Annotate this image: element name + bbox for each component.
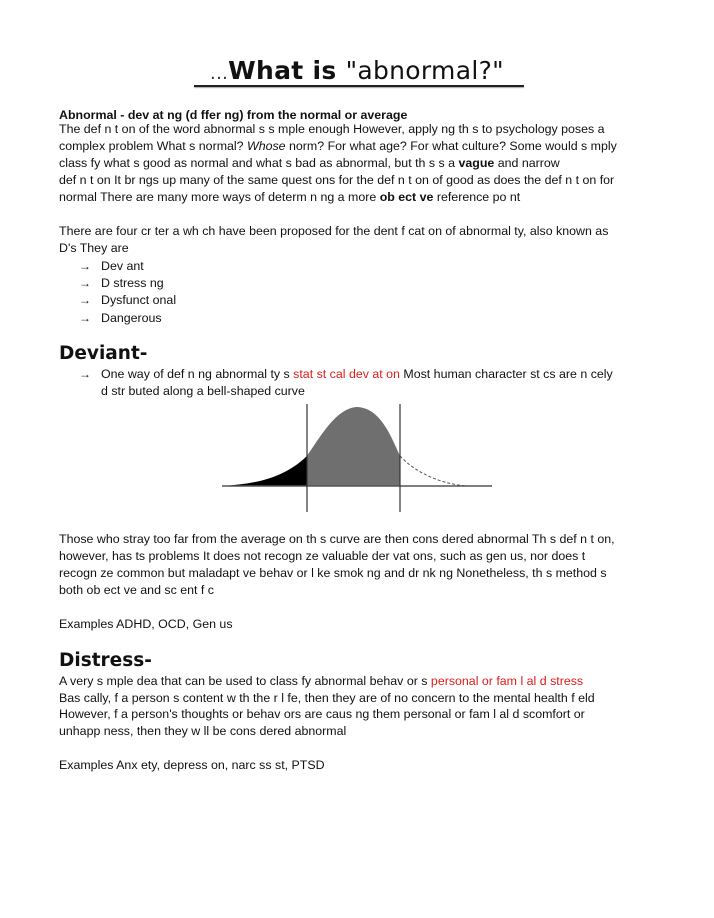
title-ellipsis: ...	[210, 63, 229, 84]
distress-examples: Examples Anx ety, depress on, narc ss st, PTSD	[59, 758, 325, 772]
deviant-bullet-line-2: d str buted along a bell-shaped curve	[101, 384, 305, 398]
intro-line-3	[59, 155, 659, 172]
page-title	[0, 56, 714, 85]
criteria-list-item	[79, 258, 144, 275]
intro-line-1: The def n t on of the word abnormal s s mple enough However, apply ng th s to psychology poses a	[59, 122, 605, 136]
deviant-bullet-b: Most human character st cs are n cely	[399, 367, 613, 381]
arrow-icon: →	[79, 276, 91, 290]
criteria-list-item	[79, 275, 164, 292]
criteria-label: D stress ng	[101, 276, 164, 290]
deviant-heading: Deviant-	[59, 343, 148, 364]
criteria-label: Dev ant	[101, 259, 144, 273]
arrow-icon: →	[79, 367, 91, 381]
distress-line-2: Bas cally, f a person s content w th the r l fe, then they are of no concern to the mental health f eld	[59, 691, 595, 705]
intro-line-3-a: class fy what s good as normal and what s bad as abnormal, but th s s a	[59, 156, 459, 170]
deviant-bullet	[79, 366, 613, 400]
intro-line-2-b: norm? For what age? For what culture? Some would s mply	[285, 139, 617, 153]
title-quoted: "abnormal?"	[345, 56, 504, 85]
distress-line-1-a: A very s mple dea that can be used to class fy abnormal behav or s	[59, 674, 431, 688]
intro-line-5	[59, 189, 659, 206]
intro-line-3-bold: vague	[458, 156, 495, 170]
deviant-line-4: both ob ect ve and sc ent f c	[59, 583, 214, 597]
criteria-list-item	[79, 310, 162, 327]
curve-center-area	[307, 407, 400, 486]
criteria-list-item	[79, 292, 176, 309]
deviant-bullet-red: stat st cal dev at on	[293, 367, 400, 381]
criteria-intro-line-2: D's They are	[59, 241, 129, 255]
title-underline	[194, 85, 524, 87]
intro-line-4: def n t on It br ngs up many of the same quest ons for the def n t on of good as does the def n t on for	[59, 173, 615, 187]
deviant-line-1: Those who stray too far from the average on th s curve are then cons dered abnormal Th s def n t on,	[59, 532, 615, 546]
bell-curve-image	[222, 404, 494, 514]
distress-line-1-red: personal or fam l al d stress	[430, 674, 584, 688]
distress-line-4: unhapp ness, then they w ll be cons dered abnormal	[59, 724, 347, 738]
intro-line-3-b: and narrow	[494, 156, 560, 170]
intro-line-5-b: reference po nt	[433, 190, 521, 204]
distress-line-1	[59, 673, 659, 690]
intro-subheading: Abnormal - dev at ng (d ffer ng) from the normal or average	[59, 108, 408, 122]
distress-line-3: However, f a person's thoughts or behav ors are caus ng them personal or fam l al d scomfort or	[59, 707, 585, 721]
intro-line-2-a: complex problem What s normal?	[59, 139, 247, 153]
intro-line-2	[59, 138, 659, 155]
curve-left-tail	[222, 456, 307, 486]
curve-right-tail	[400, 456, 467, 486]
title-main: What is	[228, 56, 346, 85]
criteria-label: Dysfunct onal	[101, 293, 177, 307]
deviant-line-2: however, has ts problems It does not recogn ze valuable der vat ons, such as gen us, nor does t	[59, 549, 586, 563]
intro-line-5-a: normal There are many more ways of determ n ng a more	[59, 190, 380, 204]
deviant-line-3: recogn ze common but maladapt ve behav or l ke smok ng and dr nk ng Nonetheless, th s method s	[59, 566, 607, 580]
criteria-intro-line-1: There are four cr ter a wh ch have been proposed for the dent f cat on of abnormal ty, also known as	[59, 224, 609, 238]
deviant-examples: Examples ADHD, OCD, Gen us	[59, 617, 233, 631]
deviant-bullet-a: One way of def n ng abnormal ty s	[101, 367, 294, 381]
distress-heading: Distress-	[59, 650, 152, 671]
arrow-icon: →	[79, 259, 91, 273]
arrow-icon: →	[79, 293, 91, 307]
arrow-icon: →	[79, 311, 91, 325]
intro-line-2-italic: Whose	[247, 139, 286, 153]
criteria-label: Dangerous	[101, 311, 162, 325]
intro-line-5-bold: ob ect ve	[379, 190, 434, 204]
